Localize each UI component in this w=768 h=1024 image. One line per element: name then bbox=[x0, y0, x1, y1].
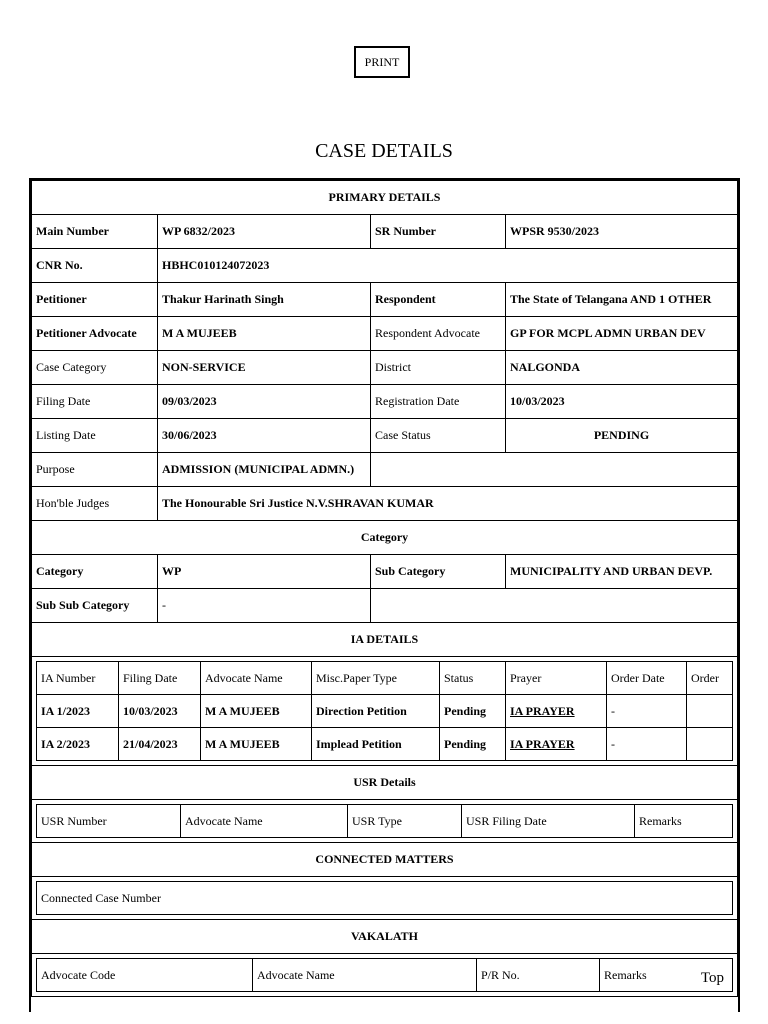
table-row bbox=[32, 215, 738, 249]
usr-table-container bbox=[32, 800, 738, 843]
judges-value: The Honourable Sri Justice N.V.SHRAVAN KUMAR bbox=[158, 487, 738, 521]
field-label: Filing Date bbox=[32, 385, 158, 419]
ia-status: Pending bbox=[440, 728, 506, 761]
listing-date-value: 30/06/2023 bbox=[158, 419, 371, 453]
ia-table bbox=[36, 661, 733, 761]
ia-prayer-cell bbox=[506, 728, 607, 761]
main-number-value: WP 6832/2023 bbox=[158, 215, 371, 249]
case-details-frame bbox=[29, 178, 740, 1012]
district-value: NALGONDA bbox=[506, 351, 738, 385]
connected-matters-header bbox=[32, 843, 738, 877]
vakalath-table-row bbox=[32, 954, 738, 997]
ia-prayer-link[interactable]: IA PRAYER bbox=[510, 736, 575, 751]
ia-prayer-link[interactable]: IA PRAYER bbox=[510, 703, 575, 718]
field-label: SR Number bbox=[371, 215, 506, 249]
column-header: Connected Case Number bbox=[37, 882, 733, 915]
table-row bbox=[32, 453, 738, 487]
section-heading: IA DETAILS bbox=[32, 623, 738, 657]
field-label: CNR No. bbox=[32, 249, 158, 283]
field-label: Respondent bbox=[371, 283, 506, 317]
case-category-value: NON-SERVICE bbox=[158, 351, 371, 385]
table-row bbox=[32, 351, 738, 385]
vakalath-table-container bbox=[32, 954, 738, 997]
table-row bbox=[32, 487, 738, 521]
column-header: Advocate Name bbox=[181, 805, 348, 838]
field-label: Category bbox=[32, 555, 158, 589]
connected-header-row bbox=[37, 882, 733, 915]
connected-table-row bbox=[32, 877, 738, 920]
vakalath-header-row bbox=[37, 959, 733, 992]
sub-category-value: MUNICIPALITY AND URBAN DEVP. bbox=[506, 555, 738, 589]
cnr-value: HBHC010124072023 bbox=[158, 249, 738, 283]
column-header: Misc.Paper Type bbox=[312, 662, 440, 695]
ia-status: Pending bbox=[440, 695, 506, 728]
ia-paper-type: Direction Petition bbox=[312, 695, 440, 728]
field-label: Main Number bbox=[32, 215, 158, 249]
sr-number-value: WPSR 9530/2023 bbox=[506, 215, 738, 249]
column-header: Order Date bbox=[607, 662, 687, 695]
ia-order-date: - bbox=[607, 728, 687, 761]
petitioner-advocate-value: M A MUJEEB bbox=[158, 317, 371, 351]
section-heading: PRIMARY DETAILS bbox=[32, 181, 738, 215]
field-label: Sub Sub Category bbox=[32, 589, 158, 623]
ia-order bbox=[687, 728, 733, 761]
table-row bbox=[32, 249, 738, 283]
ia-advocate: M A MUJEEB bbox=[201, 695, 312, 728]
column-header: Status bbox=[440, 662, 506, 695]
ia-order bbox=[687, 695, 733, 728]
ia-advocate: M A MUJEEB bbox=[201, 728, 312, 761]
ia-number: IA 2/2023 bbox=[37, 728, 119, 761]
case-status-value: PENDING bbox=[506, 419, 738, 453]
primary-details-header bbox=[32, 181, 738, 215]
ia-prayer-cell bbox=[506, 695, 607, 728]
column-header: IA Number bbox=[37, 662, 119, 695]
field-label: Hon'ble Judges bbox=[32, 487, 158, 521]
ia-number: IA 1/2023 bbox=[37, 695, 119, 728]
filing-date-value: 09/03/2023 bbox=[158, 385, 371, 419]
sub-sub-category-value: - bbox=[158, 589, 371, 623]
section-heading: VAKALATH bbox=[32, 920, 738, 954]
empty-cell bbox=[371, 589, 738, 623]
table-row bbox=[32, 589, 738, 623]
petitioner-value: Thakur Harinath Singh bbox=[158, 283, 371, 317]
table-row bbox=[32, 385, 738, 419]
field-label: Petitioner bbox=[32, 283, 158, 317]
page-title: CASE DETAILS bbox=[315, 140, 453, 162]
column-header: USR Filing Date bbox=[462, 805, 635, 838]
table-row bbox=[32, 555, 738, 589]
ia-details-header bbox=[32, 623, 738, 657]
respondent-value: The State of Telangana AND 1 OTHER bbox=[506, 283, 738, 317]
vakalath-header bbox=[32, 920, 738, 954]
field-label: Listing Date bbox=[32, 419, 158, 453]
ia-paper-type: Implead Petition bbox=[312, 728, 440, 761]
field-label: Petitioner Advocate bbox=[32, 317, 158, 351]
purpose-value: ADMISSION (MUNICIPAL ADMN.) bbox=[158, 453, 371, 487]
field-label: Case Status bbox=[371, 419, 506, 453]
column-header: Filing Date bbox=[119, 662, 201, 695]
connected-table bbox=[36, 881, 733, 915]
field-label: Respondent Advocate bbox=[371, 317, 506, 351]
usr-details-header bbox=[32, 766, 738, 800]
column-header: Advocate Code bbox=[37, 959, 253, 992]
ia-header-row bbox=[37, 662, 733, 695]
field-label: Purpose bbox=[32, 453, 158, 487]
field-label: District bbox=[371, 351, 506, 385]
print-button[interactable]: PRINT bbox=[354, 46, 410, 78]
category-value: WP bbox=[158, 555, 371, 589]
respondent-advocate-value: GP FOR MCPL ADMN URBAN DEV bbox=[506, 317, 738, 351]
column-header: Order bbox=[687, 662, 733, 695]
usr-table bbox=[36, 804, 733, 838]
table-row bbox=[32, 283, 738, 317]
usr-header-row bbox=[37, 805, 733, 838]
table-row bbox=[32, 317, 738, 351]
ia-filing-date: 10/03/2023 bbox=[119, 695, 201, 728]
column-header: USR Type bbox=[348, 805, 462, 838]
empty-cell bbox=[371, 453, 738, 487]
column-header: Prayer bbox=[506, 662, 607, 695]
section-heading: Category bbox=[32, 521, 738, 555]
column-header: Remarks bbox=[635, 805, 733, 838]
top-link[interactable]: Top bbox=[700, 970, 724, 986]
section-heading: USR Details bbox=[32, 766, 738, 800]
column-header: Remarks bbox=[600, 959, 733, 992]
table-row bbox=[37, 728, 733, 761]
registration-date-value: 10/03/2023 bbox=[506, 385, 738, 419]
ia-table-container bbox=[32, 657, 738, 766]
category-header bbox=[32, 521, 738, 555]
connected-table-container bbox=[32, 877, 738, 920]
section-heading: CONNECTED MATTERS bbox=[32, 843, 738, 877]
ia-order-date: - bbox=[607, 695, 687, 728]
usr-table-row bbox=[32, 800, 738, 843]
field-label: Registration Date bbox=[371, 385, 506, 419]
ia-filing-date: 21/04/2023 bbox=[119, 728, 201, 761]
vakalath-table bbox=[36, 958, 733, 992]
ia-table-row bbox=[32, 657, 738, 766]
column-header: Advocate Name bbox=[253, 959, 477, 992]
table-row bbox=[32, 419, 738, 453]
field-label: Case Category bbox=[32, 351, 158, 385]
column-header: USR Number bbox=[37, 805, 181, 838]
column-header: P/R No. bbox=[477, 959, 600, 992]
field-label: Sub Category bbox=[371, 555, 506, 589]
column-header: Advocate Name bbox=[201, 662, 312, 695]
case-details-table bbox=[31, 180, 738, 997]
table-row bbox=[37, 695, 733, 728]
